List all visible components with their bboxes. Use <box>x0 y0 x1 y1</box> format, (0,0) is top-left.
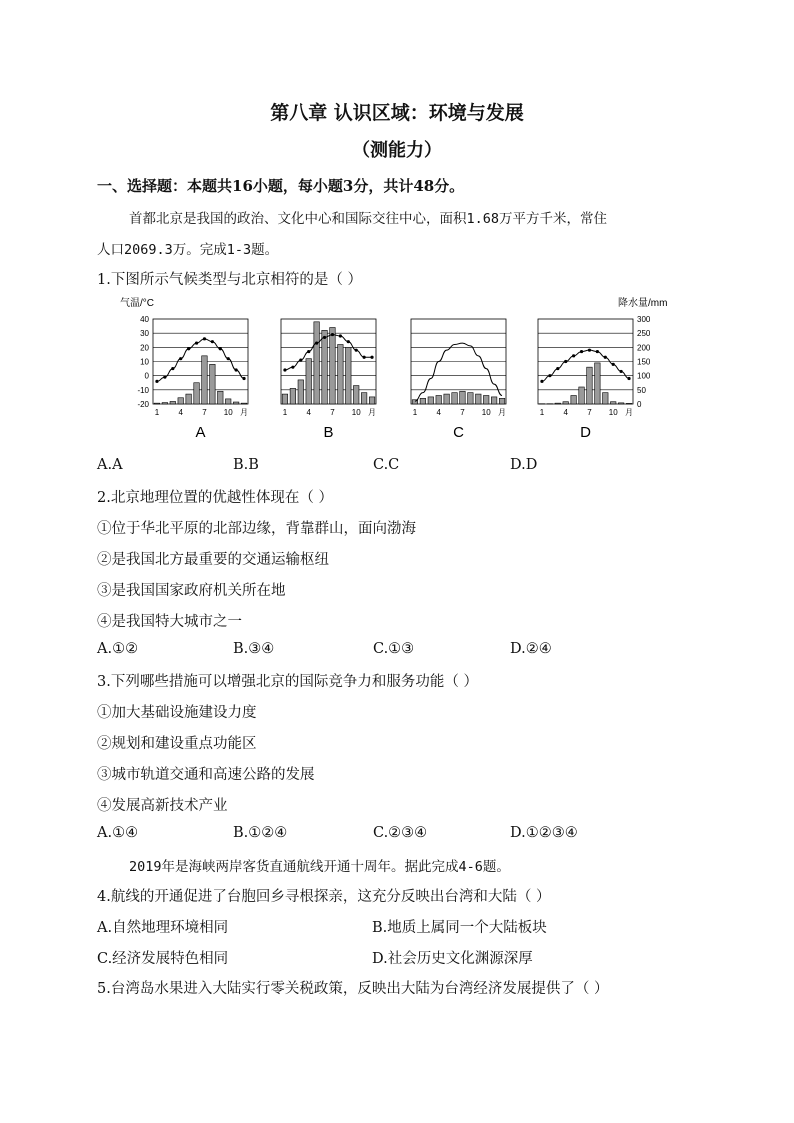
option-c[interactable]: C.C <box>373 457 400 473</box>
temperature-axis-label: 气温/°C <box>120 298 154 309</box>
passage-line: 2019年是海峡两岸客货直通航线开通十周年。据此完成4-6题。 <box>129 859 510 875</box>
temperature-point <box>540 380 543 383</box>
precipitation-bar <box>555 403 561 404</box>
temperature-point <box>219 347 222 350</box>
precipitation-bar <box>306 359 312 404</box>
temperature-tick-label: 40 <box>140 315 149 324</box>
statement-item: ②是我国北方最重要的交通运输枢纽 <box>97 552 329 568</box>
panel-letter: D <box>580 424 591 441</box>
temperature-point <box>163 375 166 378</box>
option-d[interactable]: D.D <box>510 457 538 473</box>
precipitation-bar <box>444 394 450 404</box>
climate-charts-figure <box>118 294 678 449</box>
month-tick-label: 4 <box>178 408 183 417</box>
month-tick-label: 7 <box>587 408 592 417</box>
temperature-point <box>227 357 230 360</box>
precipitation-bar <box>218 391 224 404</box>
precipitation-bar <box>202 356 208 404</box>
month-tick-label: 7 <box>202 408 207 417</box>
section-heading: 一、选择题：本题共16小题，每小题3分，共计48分。 <box>97 177 465 195</box>
precipitation-bar <box>186 394 192 404</box>
precipitation-bar <box>491 397 497 404</box>
precipitation-bar <box>595 363 601 404</box>
precipitation-tick-label: 150 <box>637 357 651 367</box>
month-tick-label: 1 <box>282 408 288 417</box>
month-tick-label: 1 <box>154 408 160 417</box>
temperature-point <box>596 350 599 353</box>
temperature-curve <box>542 350 629 381</box>
panel-letter: C <box>453 424 464 441</box>
temperature-point <box>363 356 366 359</box>
month-tick-label: 1 <box>539 408 545 417</box>
precipitation-bar <box>225 399 231 404</box>
precipitation-bar <box>178 398 184 404</box>
statement-item: ④是我国特大城市之一 <box>97 614 242 630</box>
option-d[interactable]: D.①②③④ <box>510 825 578 841</box>
precipitation-bar <box>290 388 296 404</box>
precipitation-tick-label: 0 <box>637 400 642 409</box>
precipitation-bar <box>233 402 239 404</box>
month-tick-label: 4 <box>563 408 568 417</box>
statement-item: ③是我国国家政府机关所在地 <box>97 583 286 599</box>
precipitation-bar <box>210 364 216 404</box>
precipitation-bar <box>241 403 247 404</box>
precipitation-bar <box>420 398 426 404</box>
precipitation-axis-label: 降水量/mm <box>618 298 668 309</box>
temperature-point <box>235 368 238 371</box>
temperature-tick-label: 30 <box>140 329 149 339</box>
question-stem: 5.台湾岛水果进入大陆实行零关税政策，反映出大陆为台湾经济发展提供了（ ） <box>97 981 609 997</box>
temperature-point <box>323 336 326 339</box>
precipitation-bar <box>338 345 344 405</box>
temperature-curve <box>157 339 244 382</box>
precipitation-bar <box>322 330 328 404</box>
precipitation-bar <box>483 396 489 405</box>
precipitation-bar <box>587 367 593 404</box>
option-a[interactable]: A.①② <box>97 641 139 657</box>
option-b[interactable]: B.③④ <box>233 641 275 657</box>
statement-item: ③城市轨道交通和高速公路的发展 <box>97 767 315 783</box>
statement-item: ①加大基础设施建设力度 <box>97 705 257 721</box>
month-tick-label: 月 <box>368 408 376 417</box>
temperature-point <box>187 347 190 350</box>
temperature-point <box>155 380 158 383</box>
precipitation-bar <box>618 403 624 404</box>
question-stem: 2.北京地理位置的优越性体现在（ ） <box>97 490 333 506</box>
temperature-point <box>291 366 294 369</box>
option-d[interactable]: D.②④ <box>510 641 552 657</box>
temperature-tick-label: 10 <box>140 357 149 367</box>
temperature-tick-label: 0 <box>144 371 149 381</box>
temperature-point <box>203 337 206 340</box>
precipitation-bar <box>476 394 482 404</box>
precipitation-tick-label: 200 <box>637 343 651 353</box>
precipitation-bar <box>452 393 458 404</box>
temperature-point <box>211 340 214 343</box>
month-tick-label: 月 <box>240 408 248 417</box>
temperature-curve <box>285 335 372 370</box>
month-tick-label: 7 <box>460 408 465 417</box>
temperature-point <box>370 356 373 359</box>
precipitation-bar <box>162 403 168 404</box>
statement-item: ①位于华北平原的北部边缘，背靠群山，面向渤海 <box>97 521 416 537</box>
precipitation-tick-label: 50 <box>637 385 646 395</box>
month-tick-label: 10 <box>481 408 491 417</box>
month-tick-label: 1 <box>412 408 418 417</box>
temperature-point <box>171 367 174 370</box>
temperature-point <box>556 367 559 370</box>
option-a[interactable]: A.①④ <box>97 825 139 841</box>
question-stem: 1.下图所示气候类型与北京相符的是（ ） <box>97 272 362 288</box>
option-a[interactable]: A.A <box>97 457 123 473</box>
precipitation-bar <box>314 322 320 404</box>
precipitation-bar <box>468 393 474 404</box>
precipitation-bar <box>330 328 336 405</box>
temperature-point <box>604 356 607 359</box>
month-tick-label: 10 <box>223 408 233 417</box>
precipitation-bar <box>369 397 375 404</box>
precipitation-bar <box>428 397 434 404</box>
precipitation-tick-label: 100 <box>637 371 651 381</box>
precipitation-bar <box>603 393 609 404</box>
temperature-point <box>331 333 334 336</box>
precipitation-bar <box>499 398 505 404</box>
option-b[interactable]: B.①②④ <box>233 825 288 841</box>
statement-item: ②规划和建设重点功能区 <box>97 736 257 752</box>
month-tick-label: 月 <box>625 408 633 417</box>
precipitation-bar <box>298 380 304 404</box>
temperature-curve <box>415 343 502 401</box>
precipitation-bar <box>579 387 585 404</box>
temperature-point <box>627 377 630 380</box>
statement-item: ④发展高新技术产业 <box>97 798 228 814</box>
question-stem: 3.下列哪些措施可以增强北京的国际竞争力和服务功能（ ） <box>97 674 478 690</box>
precipitation-bar <box>571 396 577 405</box>
temperature-point <box>620 370 623 373</box>
panel-letter: B <box>323 424 334 441</box>
precipitation-bar <box>610 402 616 404</box>
month-tick-label: 7 <box>330 408 335 417</box>
precipitation-bar <box>353 386 359 404</box>
temperature-point <box>339 334 342 337</box>
temperature-tick-label: 20 <box>140 343 149 353</box>
precipitation-bar <box>626 403 632 404</box>
option-b[interactable]: B.地质上属同一个大陆板块 <box>372 920 547 936</box>
temperature-point <box>347 340 350 343</box>
precipitation-tick-label: 300 <box>637 315 651 324</box>
option-b[interactable]: B.B <box>233 457 259 473</box>
precipitation-bar <box>346 347 352 404</box>
option-c[interactable]: C.经济发展特色相同 <box>97 951 229 967</box>
passage-line: 首都北京是我国的政治、文化中心和国际交往中心，面积1.68万平方千米，常住 <box>129 211 608 227</box>
temperature-tick-label: -20 <box>137 400 149 409</box>
precipitation-bar <box>460 391 466 404</box>
precipitation-bar <box>282 394 288 404</box>
month-tick-label: 4 <box>436 408 441 417</box>
temperature-point <box>283 368 286 371</box>
temperature-point <box>580 350 583 353</box>
page-subtitle: （测能力） <box>352 140 442 161</box>
temperature-point <box>315 341 318 344</box>
month-tick-label: 10 <box>351 408 361 417</box>
temperature-point <box>195 341 198 344</box>
temperature-point <box>612 363 615 366</box>
precipitation-bar <box>170 401 176 404</box>
temperature-point <box>572 354 575 357</box>
temperature-point <box>564 360 567 363</box>
option-c[interactable]: C.①③ <box>373 641 415 657</box>
precipitation-bar <box>436 396 442 405</box>
temperature-point <box>548 374 551 377</box>
panel-letter: A <box>195 424 206 441</box>
option-c[interactable]: C.②③④ <box>373 825 428 841</box>
month-tick-label: 10 <box>608 408 618 417</box>
temperature-point <box>588 349 591 352</box>
page-title: 第八章 认识区域：环境与发展 <box>270 102 524 124</box>
month-tick-label: 月 <box>498 408 506 417</box>
question-stem: 4.航线的开通促进了台胞回乡寻根探亲，这充分反映出台湾和大陆（ ） <box>97 889 551 905</box>
precipitation-bar <box>361 393 367 404</box>
option-d[interactable]: D.社会历史文化渊源深厚 <box>372 951 533 967</box>
precipitation-tick-label: 250 <box>637 329 651 339</box>
precipitation-bar <box>194 383 200 404</box>
precipitation-bar <box>563 402 569 404</box>
temperature-point <box>307 350 310 353</box>
option-a[interactable]: A.自然地理环境相同 <box>97 920 229 936</box>
passage-line: 人口2069.3万。完成1-3题。 <box>97 242 279 258</box>
temperature-point <box>355 349 358 352</box>
temperature-point <box>242 377 245 380</box>
precipitation-bar <box>154 403 160 404</box>
month-tick-label: 4 <box>306 408 311 417</box>
temperature-point <box>179 357 182 360</box>
temperature-point <box>299 358 302 361</box>
temperature-tick-label: -10 <box>137 385 149 395</box>
